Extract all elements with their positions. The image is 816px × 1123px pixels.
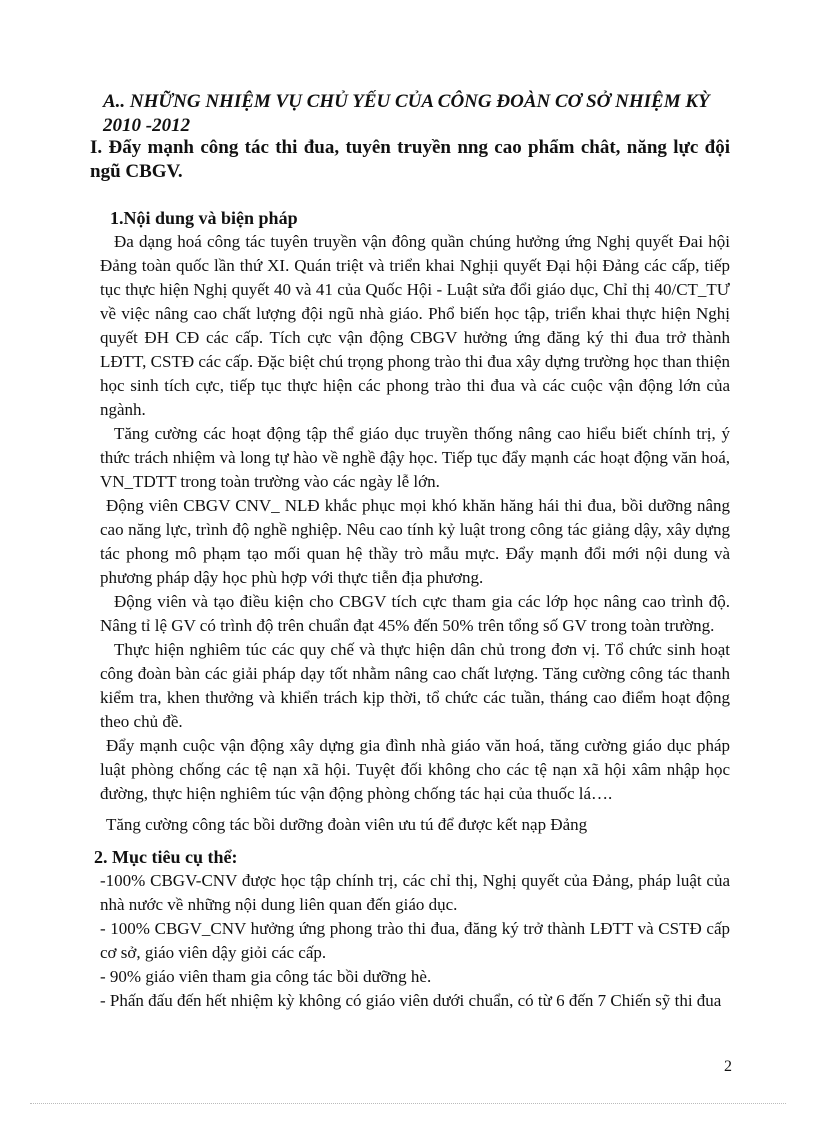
paragraph-5: Thực hiện nghiêm túc các quy chế và thực hiện dân chủ trong đơn vị. Tổ chức sinh hoạt công đoàn bàn các giải pháp dạy tốt nhằm nâng cao chất lượng. Tăng cường công tác thanh kiểm tra, khen thưởng và khiển trách kịp thời, tổ chức các tuần, tháng cao điểm hoạt động theo chủ đề. — [100, 640, 730, 731]
subsection-1-title: 1.Nội dung và biện pháp — [110, 208, 298, 228]
subsection-2-title: 2. Mục tiêu cụ thể: — [94, 847, 238, 867]
section-1-title: I. Đẩy mạnh công tác thi đua, tuyên truyền nng cao phẩm chât, năng lực đội ngũ CBGV. — [90, 137, 730, 182]
goal-item: - Phấn đấu đến hết nhiệm kỳ không có giáo viên dưới chuẩn, có từ 6 đến 7 Chiến sỹ thi đua — [100, 991, 722, 1010]
paragraph-2: Tăng cường các hoạt động tập thể giáo dục truyền thống nâng cao hiểu biết chính trị, ý thức trách nhiệm và long tự hào về nghề đậy học. Tiếp tục đẩy mạnh các hoạt động văn hoá, VN_TDTT trong toàn trường vào các ngày lễ lớn. — [100, 424, 730, 491]
paragraph-4: Động viên và tạo điều kiện cho CBGV tích cực tham gia các lớp học nâng cao trình độ. Nâng tỉ lệ GV có trình độ trên chuẩn đạt 45% đến 50% trên tổng số GV trong toàn trường. — [100, 592, 730, 635]
heading-a-year: 2010 -2012 — [103, 115, 191, 136]
heading-a-text: A.. NHỮNG NHIỆM VỤ CHỦ YẾU CỦA CÔNG ĐOÀN CƠ SỞ NHIỆM KỲ — [103, 91, 710, 112]
paragraph-6: Đẩy mạnh cuộc vận động xây dựng gia đình nhà giáo văn hoá, tăng cường giáo dục pháp luật phòng chống các tệ nạn xã hội. Tuyệt đối không cho các tệ nạn xã hội xâm nhập học đường, thực hiện nghiêm túc vận động phòng chống tác hại của thuốc lá…. — [100, 736, 730, 803]
content-section-1 — [100, 206, 730, 837]
paragraph-7: Tăng cường công tác bồi dưỡng đoàn viên ưu tú để được kết nạp Đảng — [106, 815, 588, 834]
goal-item: - 90% giáo viên tham gia công tác bồi dưỡng hè. — [100, 967, 432, 986]
heading-a — [103, 90, 743, 138]
goal-item: - 100% CBGV_CNV hưởng ứng phong trào thi đua, đăng ký trở thành LĐTT và CSTĐ cấp cơ sở, giáo viên dậy giỏi các cấp. — [100, 919, 730, 962]
goal-item: -100% CBGV-CNV được học tập chính trị, các chỉ thị, Nghị quyết của Đảng, pháp luật của nhà nước về những nội dung liên quan đến giáo dục. — [100, 871, 730, 914]
goals-list — [100, 869, 730, 1013]
paragraph-3: Động viên CBGV CNV_ NLĐ khắc phục mọi khó khăn hăng hái thi đua, bồi dưỡng nâng cao năng lực, trình độ nghề nghiệp. Nêu cao tính kỷ luật trong công tác giảng dậy, xây dựng tác phong mô phạm tạo mối quan hệ thầy trò mẫu mực. Đẩy mạnh đổi mới nội dung và phương pháp dậy học phù hợp với thực tiễn địa phương. — [100, 496, 730, 587]
page-number: 2 — [724, 1058, 732, 1075]
page-bottom-divider — [30, 1103, 786, 1104]
paragraph-1: Đa dạng hoá công tác tuyên truyền vận đông quần chúng hưởng ứng Nghị quyết Đai hội Đảng toàn quốc lần thứ XI. Quán triệt và triển khai Nghịi quyết Đại hội Đảng các cấp, tiếp tục thực hiện Nghị quyết 40 và 41 của Quốc Hội - Luật sửa đổi giáo dục, Chỉ thị 40/CT_TƯ về việc nâng cao chất lượng đội ngũ nhà giáo. Phổ biến học tập, triển khai thực hiện Nghị quyết ĐH CĐ các cấp. Tích cực vận động CBGV hưởng ứng đăng ký thi đua trở thành LĐTT, CSTĐ các cấp. Đặc biệt chú trọng phong trào thi đua xây dựng trường học than thiện học sinh tích cực, tiếp tục thực hiện các phong trào thi đua và các cuộc vận động lớn của ngành. — [100, 232, 730, 419]
